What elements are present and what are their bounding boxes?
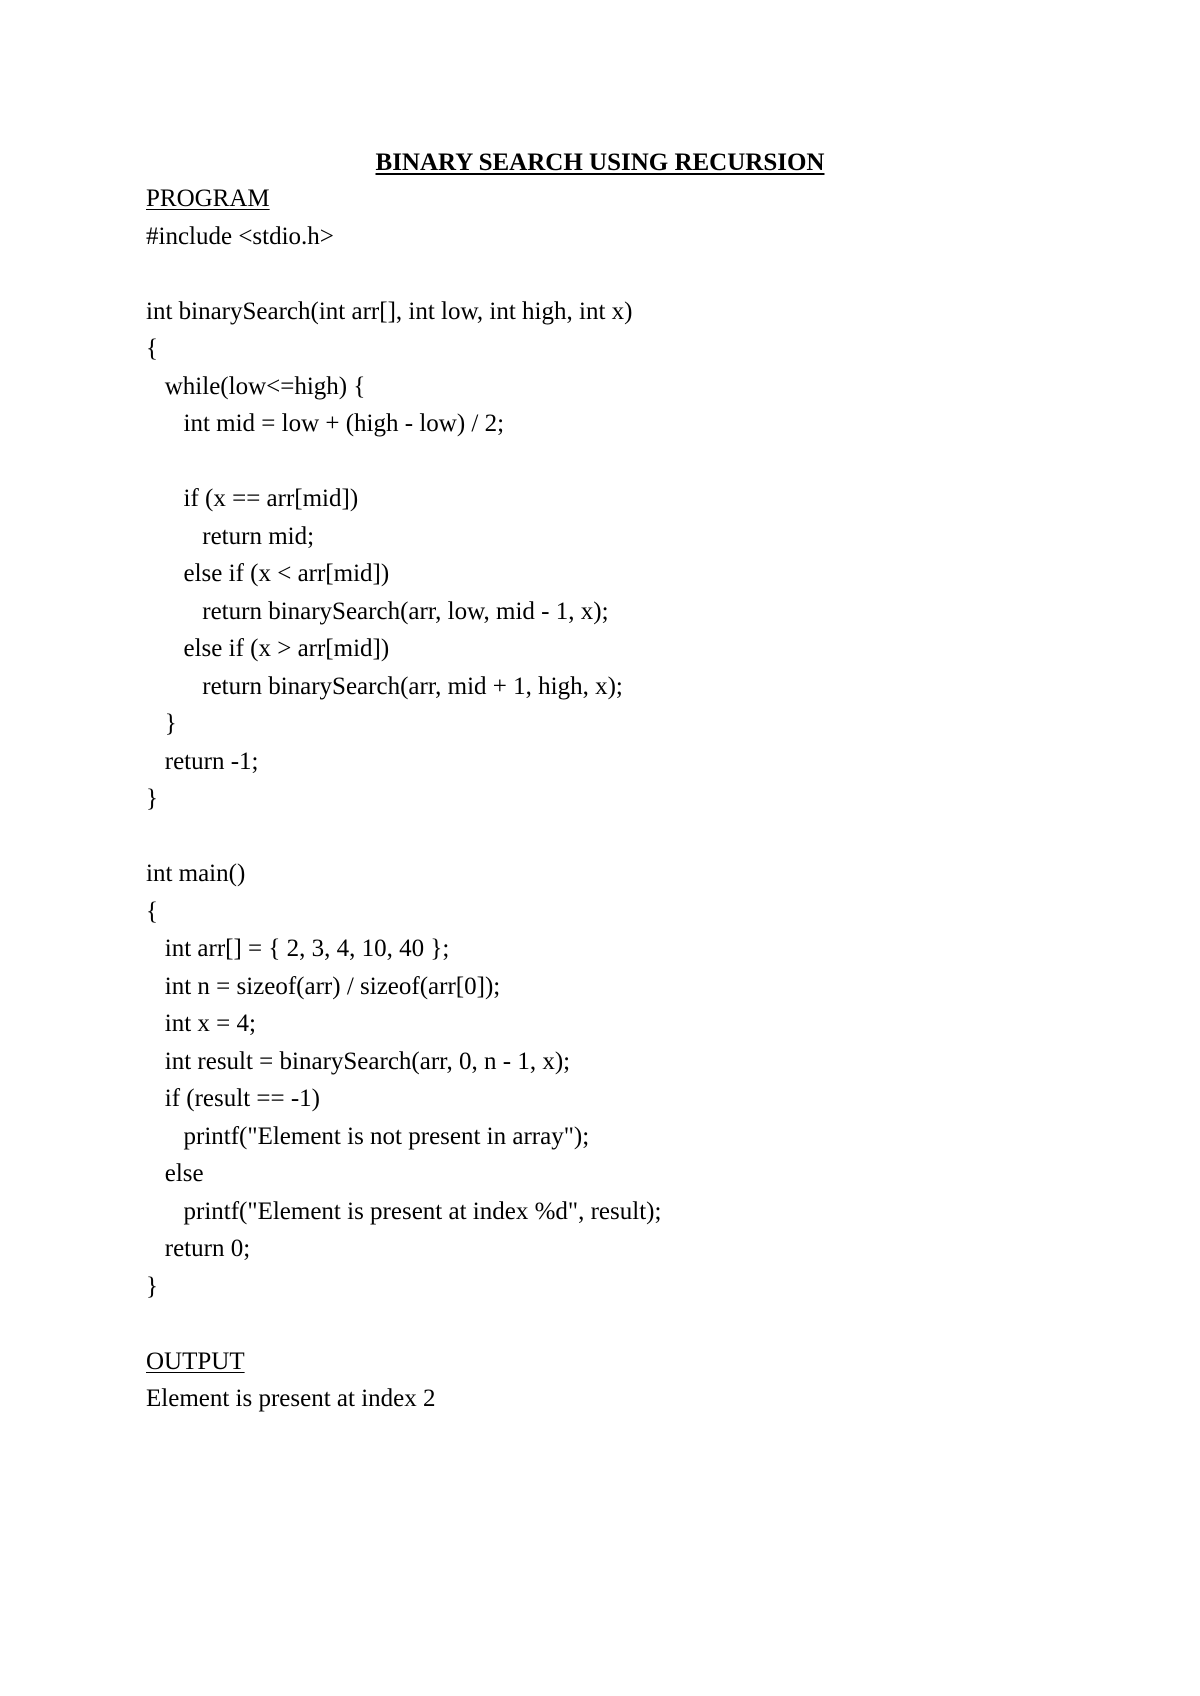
code-line: return binarySearch(arr, low, mid - 1, x);: [146, 597, 609, 625]
code-line: }: [146, 710, 177, 737]
code-line: int result = binarySearch(arr, 0, n - 1, x);: [146, 1047, 571, 1075]
code-line: {: [146, 897, 158, 925]
code-line: if (x == arr[mid]): [146, 485, 359, 512]
code-line: {: [146, 335, 158, 362]
code-line: int binarySearch(int arr[], int low, int high, int x): [146, 297, 633, 325]
code-line: [146, 255, 1146, 293]
code-line: if (result == -1): [146, 1085, 320, 1112]
code-line: while(low<=high) {: [146, 372, 366, 400]
code-line: else if (x > arr[mid]): [146, 635, 390, 662]
code-block: [146, 218, 1146, 1306]
code-line: int mid = low + (high - low) / 2;: [146, 410, 505, 437]
code-line: }: [146, 785, 158, 812]
code-line: [146, 443, 1146, 481]
code-line: printf("Element is present at index %d", result);: [146, 1197, 662, 1225]
code-line: printf("Element is not present in array");: [146, 1122, 590, 1150]
code-line: int x = 4;: [146, 1010, 256, 1037]
code-line: }: [146, 1272, 158, 1300]
code-line: return mid;: [146, 522, 315, 550]
document-title: BINARY SEARCH USING RECURSION: [375, 149, 825, 176]
output-text: Element is present at index 2: [146, 1385, 436, 1412]
code-line: int main(): [146, 860, 246, 887]
document-content: [146, 180, 1146, 1418]
code-line: int arr[] = { 2, 3, 4, 10, 40 };: [146, 935, 450, 962]
section-spacer: [146, 1305, 1146, 1343]
code-line: return 0;: [146, 1235, 251, 1262]
code-line: [146, 818, 1146, 856]
output-heading: OUTPUT: [146, 1347, 245, 1375]
code-line: int n = sizeof(arr) / sizeof(arr[0]);: [146, 972, 501, 1000]
program-heading: PROGRAM: [146, 185, 270, 212]
code-line: else if (x < arr[mid]): [146, 560, 390, 587]
code-line: else: [146, 1160, 204, 1187]
code-line: return -1;: [146, 747, 259, 775]
code-line: #include <stdio.h>: [146, 222, 334, 250]
code-line: return binarySearch(arr, mid + 1, high, x);: [146, 672, 623, 700]
